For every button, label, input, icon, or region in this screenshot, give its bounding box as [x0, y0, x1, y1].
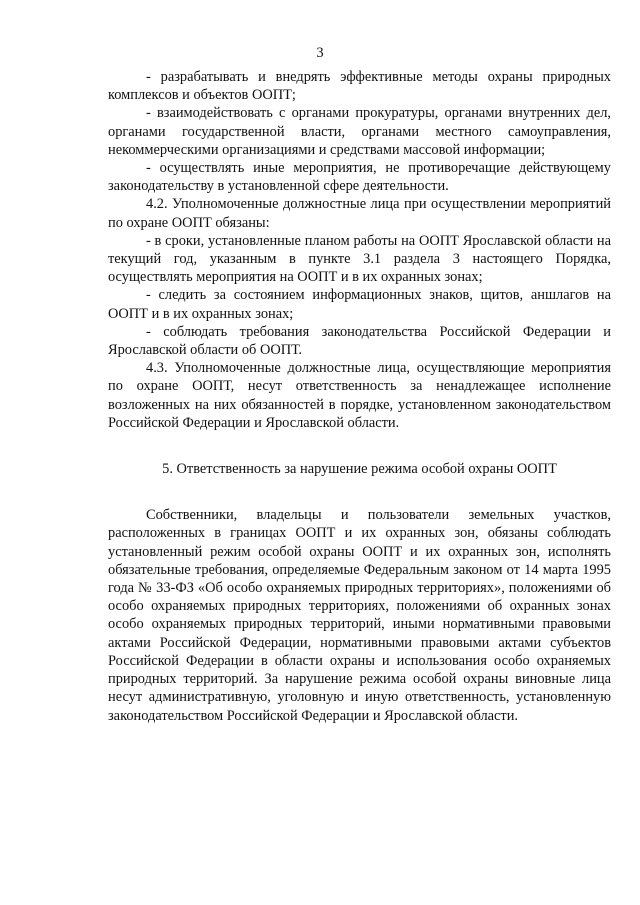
paragraph-4-2: 4.2. Уполномоченные должностные лица при осуществлении мероприятий по охране ООПТ обязаны: — [108, 196, 611, 231]
paragraph-information-signs: - следить за состоянием информационных знаков, щитов, аншлагов на ООПТ и в их охранных зонах; — [108, 287, 611, 322]
paragraph-responsibility: Собственники, владельцы и пользователи земельных участков, расположенных в границах ООПТ и их охранных зон, обязаны соблюдать установленный режим особой охраны ООПТ и их охранных зон, исполнять обязательные требования, определяемые Федеральным законом от 14 марта 1995 года № 33-ФЗ «Об особо охраняемых природных территориях», положениями об особо охраняемых природных территориях, положениями об охранных зонах особо охраняемых природных территорий, иными нормативными правовыми актами Российской Федерации, нормативными правовыми актами субъектов Российской Федерации в области охраны и использования особо охраняемых природных территорий. За нарушение режима особой охраны виновные лица несут административную, уголовную и иную ответственность, установленную законодательством Российской Федерации и Ярославской области. — [108, 507, 611, 724]
paragraph-other-activities: - осуществлять иные мероприятия, не противоречащие действующему законодательству в установленной сфере деятельности. — [108, 160, 611, 195]
document-body — [108, 68, 611, 725]
paragraph-comply-legislation: - соблюдать требования законодательства Российской Федерации и Ярославской области об ООПТ. — [108, 323, 611, 359]
paragraph-4-3: 4.3. Уполномоченные должностные лица, осуществляющие мероприятия по охране ООПТ, несут ответственность за ненадлежащее исполнение возложенных на них обязанностей в порядке, установленном законодательством Российской Федерации и Ярославской области. — [108, 360, 611, 431]
paragraph-develop-methods: - разрабатывать и внедрять эффективные методы охраны природных комплексов и объектов ООПТ; — [108, 69, 611, 104]
paragraph-interact-authorities: - взаимодействовать с органами прокуратуры, органами внутренних дел, органами государственной власти, органами местного самоуправления, некоммерческими организациями и средствами массовой информации; — [108, 105, 611, 158]
section-heading: 5. Ответственность за нарушение режима особой охраны ООПТ — [162, 461, 557, 478]
paragraph-work-plan: - в сроки, установленные планом работы на ООПТ Ярославской области на текущий год, указанным в пункте 3.1 раздела 3 настоящего Порядка, осуществлять мероприятия на ООПТ и в их охранных зонах; — [108, 232, 611, 286]
page-number: 3 — [316, 45, 324, 61]
